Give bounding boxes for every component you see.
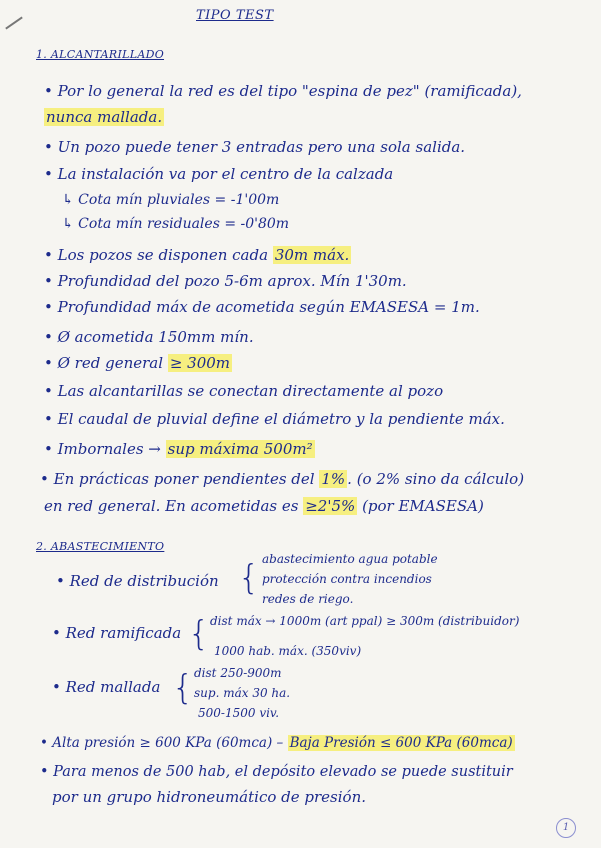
note-line: • Ø acometida 150mm mín. (44, 328, 254, 346)
highlight: 1% (321, 470, 346, 488)
note-line: • Red mallada (52, 678, 161, 696)
highlight: Baja Presión ≤ 600 KPa (60mca) (289, 735, 513, 751)
note-line (44, 246, 351, 264)
note-subline: dist 250-900m (194, 666, 282, 680)
text: • En prácticas poner pendientes del (40, 470, 315, 488)
section-heading-abastecimiento: 2. ABASTECIMIENTO (36, 540, 165, 553)
note-line: • La instalación va por el centro de la calzada (44, 165, 394, 183)
text: • Los pozos se disponen cada (44, 246, 269, 264)
note-line: • Profundidad del pozo 5-6m aprox. Mín 1'30m. (44, 272, 407, 290)
note-line (40, 470, 524, 488)
note-line (44, 497, 484, 515)
note-line (44, 440, 315, 458)
text: en red general. En acometidas es (44, 497, 299, 515)
highlight: sup máxima 500m² (167, 440, 313, 458)
text: • Imbornales → (44, 440, 161, 458)
brace-icon: { (172, 668, 194, 708)
note-line (40, 735, 515, 751)
note-subline: 1000 hab. máx. (350viv) (214, 644, 362, 658)
page-title: TIPO TEST (196, 8, 274, 23)
note-line: • Profundidad máx de acometida según EMASESA = 1m. (44, 298, 480, 316)
note-line: • Un pozo puede tener 3 entradas pero una sola salida. (44, 138, 466, 156)
text: (por EMASESA) (362, 497, 484, 515)
note-subline: protección contra incendios (262, 572, 432, 586)
note-line: • Por lo general la red es del tipo "espina de pez" (ramificada), (44, 82, 522, 100)
highlight: ≥ 300m (169, 354, 231, 372)
note-line: • Red de distribución (56, 572, 219, 590)
highlight: nunca mallada. (46, 108, 163, 126)
note-subline: ↳ Cota mín pluviales = -1'00m (62, 192, 280, 208)
note-line: • Red ramificada (52, 624, 182, 642)
text: . (o 2% sino da cálculo) (347, 470, 525, 488)
text: • Alta presión ≥ 600 KPa (60mca) – (40, 735, 284, 751)
note-line: • Las alcantarillas se conectan directamente al pozo (44, 382, 444, 400)
highlight: ≥2'5% (305, 497, 356, 515)
note-line (44, 108, 164, 126)
note-subline: dist máx → 1000m (art ppal) ≥ 300m (distribuidor) (210, 614, 520, 628)
page-number: 1 (556, 818, 576, 838)
note-line: • Para menos de 500 hab, el depósito elevado se puede sustituir (40, 764, 513, 780)
section-heading-alcantarillado: 1. ALCANTARILLADO (36, 48, 165, 61)
note-line: por un grupo hidroneumático de presión. (52, 788, 366, 806)
note-subline: 500-1500 viv. (198, 706, 280, 720)
note-subline: abastecimiento agua potable (262, 552, 438, 566)
note-subline: redes de riego. (262, 592, 354, 606)
pencil-mark (5, 16, 23, 29)
highlight: 30m máx. (274, 246, 350, 264)
note-line: • El caudal de pluvial define el diámetro y la pendiente máx. (44, 410, 505, 428)
note-subline: sup. máx 30 ha. (194, 686, 291, 700)
brace-icon: { (188, 614, 210, 654)
text: • Ø red general (44, 354, 164, 372)
note-subline: ↳ Cota mín residuales = -0'80m (62, 216, 290, 232)
brace-icon: { (238, 558, 260, 598)
note-line (44, 354, 232, 372)
